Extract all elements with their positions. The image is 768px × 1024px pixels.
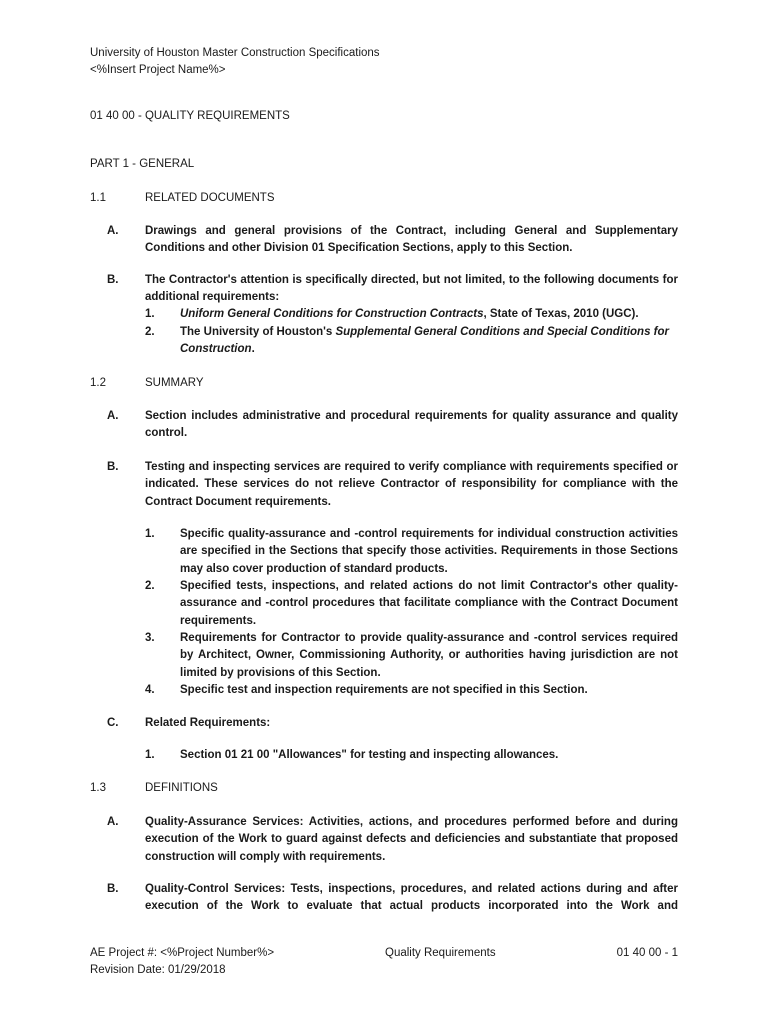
footer-revision-date: Revision Date: 01/29/2018: [90, 964, 226, 976]
subparagraph-number: 4.: [145, 684, 155, 696]
subparagraph-number: 1.: [145, 528, 155, 540]
section-title: 01 40 00 - QUALITY REQUIREMENTS: [90, 110, 290, 122]
subparagraph-number: 1.: [145, 308, 155, 320]
text-prefix: The University of Houston's: [180, 326, 336, 338]
document-title-italic: Uniform General Conditions for Construction Contracts: [180, 308, 484, 320]
paragraph-label: A.: [107, 225, 119, 237]
footer-page-number: 01 40 00 - 1: [616, 947, 678, 959]
subparagraph-number: 1.: [145, 749, 155, 761]
article-number: 1.1: [90, 192, 106, 204]
paragraph-text: Quality-Control Services: Tests, inspections, procedures, and related actions during and after execution of the Work to evaluate that actual products incorporated into the Work and: [145, 883, 678, 913]
paragraph-text: Quality-Assurance Services: Activities, actions, and procedures performed before and during execution of the Work to guard against defects and deficiencies and substantiate that proposed construction will comply with requirements.: [145, 816, 678, 863]
footer-section-name: Quality Requirements: [385, 947, 496, 959]
article-number: 1.2: [90, 377, 106, 389]
subparagraph-text: Section 01 21 00 "Allowances" for testing and inspecting allowances.: [180, 749, 559, 761]
document-citation: , State of Texas, 2010 (UGC).: [483, 308, 639, 320]
paragraph-label: A.: [107, 816, 119, 828]
paragraph-text: Related Requirements:: [145, 717, 271, 729]
paragraph-text: Drawings and general provisions of the Contract, including General and Supplementary Conditions and other Division 01 Specification Sections, apply to this Section.: [145, 225, 678, 255]
subparagraph-text: [180, 306, 639, 323]
subparagraph-text: Specific test and inspection requirements are not specified in this Section.: [180, 684, 588, 696]
subparagraph-text: Specified tests, inspections, and related actions do not limit Contractor's other quality-assurance and -control procedures that facilitate compliance with the Contract Document requirements.: [180, 580, 678, 627]
subparagraph-number: 3.: [145, 632, 155, 644]
footer-project-number: AE Project #: <%Project Number%>: [90, 947, 275, 959]
paragraph-label: B.: [107, 274, 119, 286]
document-title-italic: Supplemental General Conditions and Special Conditions for Construction: [180, 326, 669, 356]
paragraph-text: Testing and inspecting services are required to verify compliance with requirements specified or indicated. These services do not relieve Contractor of responsibility for compliance with the Contract Document requirements.: [145, 461, 678, 508]
header-line-2: <%Insert Project Name%>: [90, 64, 226, 76]
header-line-1: University of Houston Master Construction Specifications: [90, 47, 380, 59]
article-title: SUMMARY: [145, 377, 204, 389]
subparagraph-text: Requirements for Contractor to provide quality-assurance and -control services required by Architect, Owner, Commissioning Authority, or authorities having jurisdiction are not limited by provisions of this Section.: [180, 632, 678, 679]
paragraph-label: B.: [107, 883, 119, 895]
text-suffix: .: [251, 343, 255, 356]
subparagraph-text: Specific quality-assurance and -control requirements for individual construction activities are specified in the Sections that specify those activities. Requirements in those Sections may also cover production of standard products.: [180, 528, 678, 575]
subparagraph-number: 2.: [145, 580, 155, 592]
paragraph-label: A.: [107, 410, 119, 422]
article-number: 1.3: [90, 782, 106, 794]
subparagraph-number: 2.: [145, 326, 155, 338]
article-title: RELATED DOCUMENTS: [145, 192, 275, 204]
part-title: PART 1 - GENERAL: [90, 158, 195, 170]
paragraph-text: Section includes administrative and procedural requirements for quality assurance and quality control.: [145, 410, 678, 440]
subparagraph-text: [180, 324, 678, 359]
paragraph-label: C.: [107, 717, 119, 729]
paragraph-text: The Contractor's attention is specifically directed, but not limited, to the following documents for additional requirements:: [145, 274, 678, 304]
article-title: DEFINITIONS: [145, 782, 218, 794]
paragraph-label: B.: [107, 461, 119, 473]
